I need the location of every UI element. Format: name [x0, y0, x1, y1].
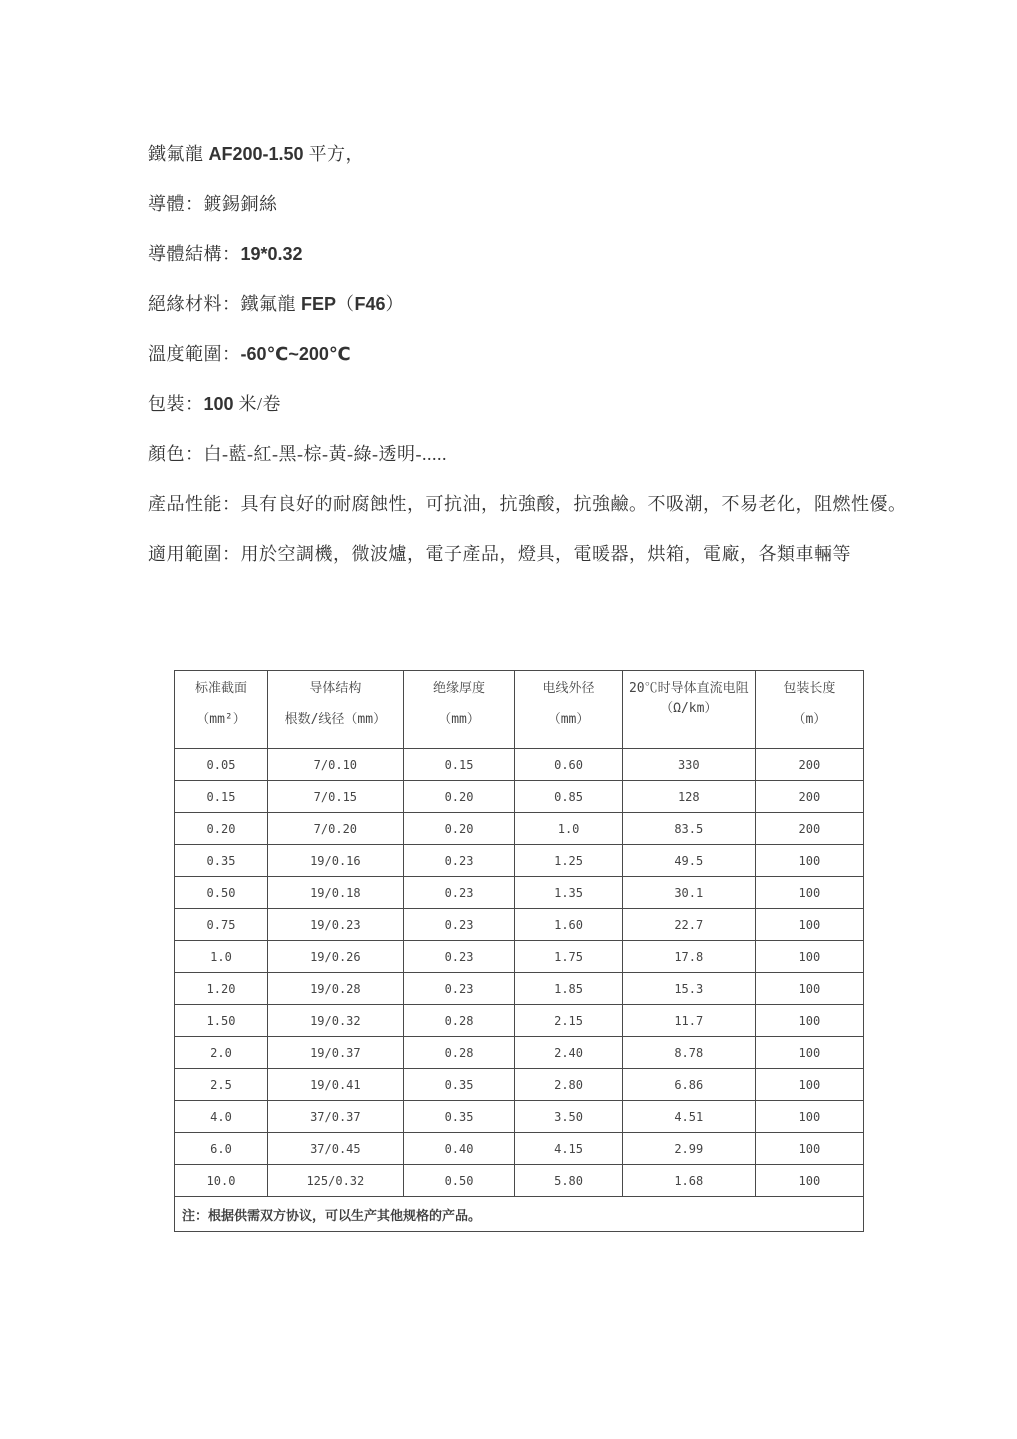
table-row	[175, 909, 864, 941]
table-cell: 1.0	[175, 941, 268, 973]
table-cell: 15.3	[622, 973, 755, 1005]
table-cell: 100	[755, 973, 863, 1005]
table-cell: 0.85	[515, 781, 622, 813]
table-row	[175, 1069, 864, 1101]
spec-table	[174, 670, 864, 1232]
column-header-title: 20℃时导体直流电阻	[628, 681, 749, 696]
table-cell: 128	[622, 781, 755, 813]
table-row	[175, 781, 864, 813]
table-cell: 0.15	[403, 749, 515, 781]
table-row	[175, 1165, 864, 1197]
insulation-material-value: FEP	[301, 294, 337, 314]
column-header-title: 绝缘厚度	[433, 681, 486, 696]
table-cell: 1.68	[622, 1165, 755, 1197]
product-title	[148, 143, 993, 165]
column-header-1	[268, 671, 404, 749]
colors-text: 顏色：白-藍-紅-黑-棕-黃-綠-透明-.....	[148, 444, 447, 464]
table-cell: 1.75	[515, 941, 622, 973]
table-cell: 37/0.37	[268, 1101, 404, 1133]
table-cell: 100	[755, 941, 863, 973]
column-header-4	[622, 671, 755, 749]
table-row	[175, 845, 864, 877]
insulation-material-value: F46	[354, 294, 386, 314]
header-row	[175, 671, 864, 749]
table-cell: 4.51	[622, 1101, 755, 1133]
conductor-text: 導體：鍍錫銅絲	[148, 194, 278, 214]
table-cell: 1.35	[515, 877, 622, 909]
table-cell: 0.35	[403, 1069, 515, 1101]
table-cell: 200	[755, 781, 863, 813]
table-cell: 0.23	[403, 845, 515, 877]
table-cell: 100	[755, 845, 863, 877]
table-cell: 0.75	[175, 909, 268, 941]
table-cell: 7/0.20	[268, 813, 404, 845]
table-cell: 2.99	[622, 1133, 755, 1165]
insulation-material-text: ）	[385, 294, 405, 314]
table-row	[175, 1005, 864, 1037]
table-cell: 49.5	[622, 845, 755, 877]
note-row	[175, 1197, 864, 1232]
table-cell: 0.23	[403, 973, 515, 1005]
temperature-range-text: 溫度範圍：	[148, 344, 241, 364]
table-cell: 19/0.26	[268, 941, 404, 973]
table-cell: 100	[755, 909, 863, 941]
column-header-title: 电线外径	[542, 681, 595, 696]
table-cell: 19/0.18	[268, 877, 404, 909]
table-cell: 2.5	[175, 1069, 268, 1101]
table-row	[175, 941, 864, 973]
table-cell: 0.20	[403, 813, 515, 845]
table-cell: 6.0	[175, 1133, 268, 1165]
table-cell: 200	[755, 749, 863, 781]
column-header-2	[403, 671, 515, 749]
table-cell: 0.28	[403, 1005, 515, 1037]
conductor-structure	[148, 243, 993, 265]
table-cell: 1.60	[515, 909, 622, 941]
table-cell: 100	[755, 1133, 863, 1165]
table-cell: 200	[755, 813, 863, 845]
table-cell: 100	[755, 1005, 863, 1037]
table-cell: 0.23	[403, 877, 515, 909]
table-cell: 6.86	[622, 1069, 755, 1101]
table-row	[175, 1101, 864, 1133]
table-cell: 0.05	[175, 749, 268, 781]
table-cell: 19/0.41	[268, 1069, 404, 1101]
spec-table-header	[175, 671, 864, 749]
packaging-text: 包裝：	[148, 394, 204, 414]
insulation-material-text: （	[336, 294, 355, 314]
column-header-unit: 根数/线径（mm）	[284, 712, 387, 727]
table-cell: 19/0.28	[268, 973, 404, 1005]
table-cell: 100	[755, 1165, 863, 1197]
table-cell: 3.50	[515, 1101, 622, 1133]
column-header-unit: （mm）	[547, 712, 590, 727]
table-cell: 100	[755, 1101, 863, 1133]
insulation-material-text: 絕緣材料：鐵氟龍	[148, 294, 301, 314]
table-cell: 125/0.32	[268, 1165, 404, 1197]
table-cell: 7/0.10	[268, 749, 404, 781]
table-cell: 100	[755, 1037, 863, 1069]
table-cell: 0.60	[515, 749, 622, 781]
table-cell: 0.28	[403, 1037, 515, 1069]
product-title-text: 平方，	[303, 144, 365, 164]
table-cell: 0.20	[175, 813, 268, 845]
table-cell: 0.23	[403, 909, 515, 941]
product-description	[148, 143, 993, 593]
conductor	[148, 193, 993, 215]
column-header-unit: （Ω/km）	[660, 701, 718, 716]
table-row	[175, 749, 864, 781]
table-cell: 2.80	[515, 1069, 622, 1101]
table-cell: 0.23	[403, 941, 515, 973]
table-cell: 100	[755, 1069, 863, 1101]
temperature-range	[148, 343, 993, 365]
table-cell: 1.25	[515, 845, 622, 877]
product-title-value: AF200-1.50	[208, 144, 304, 164]
spec-table-footer	[175, 1197, 864, 1232]
table-row	[175, 973, 864, 1005]
table-cell: 7/0.15	[268, 781, 404, 813]
table-cell: 4.0	[175, 1101, 268, 1133]
application-scope	[148, 543, 993, 565]
table-cell: 2.40	[515, 1037, 622, 1069]
conductor-structure-text: 導體結構：	[148, 244, 241, 264]
table-cell: 0.50	[175, 877, 268, 909]
column-header-title: 标准截面	[194, 681, 247, 696]
product-title-text: 鐵氟龍	[148, 144, 209, 164]
table-cell: 19/0.23	[268, 909, 404, 941]
temperature-range-value: -60℃~200℃	[240, 344, 351, 364]
table-cell: 5.80	[515, 1165, 622, 1197]
column-header-5	[755, 671, 863, 749]
application-scope-text: 適用範圍：用於空調機，微波爐，電子產品，燈具，電暖器，烘箱，電廠，各類車輛等	[148, 544, 851, 564]
table-row	[175, 1133, 864, 1165]
packaging-value: 100	[203, 394, 234, 414]
product-performance-text: 產品性能：具有良好的耐腐蝕性，可抗油，抗強酸，抗強鹼。不吸潮，不易老化，阻燃性優。	[148, 494, 907, 514]
table-cell: 10.0	[175, 1165, 268, 1197]
table-row	[175, 1037, 864, 1069]
table-cell: 22.7	[622, 909, 755, 941]
conductor-structure-value: 19*0.32	[240, 244, 303, 264]
table-cell: 330	[622, 749, 755, 781]
table-row	[175, 813, 864, 845]
table-cell: 1.0	[515, 813, 622, 845]
table-cell: 19/0.37	[268, 1037, 404, 1069]
table-cell: 0.35	[403, 1101, 515, 1133]
table-cell: 100	[755, 877, 863, 909]
table-cell: 37/0.45	[268, 1133, 404, 1165]
table-row	[175, 877, 864, 909]
table-cell: 0.35	[175, 845, 268, 877]
table-cell: 1.85	[515, 973, 622, 1005]
column-header-unit: （mm）	[438, 712, 480, 727]
table-cell: 19/0.32	[268, 1005, 404, 1037]
table-cell: 2.0	[175, 1037, 268, 1069]
table-cell: 0.20	[403, 781, 515, 813]
product-performance	[148, 493, 993, 515]
column-header-title: 包装长度	[783, 681, 836, 696]
packaging-text: 米/卷	[233, 394, 282, 414]
spec-table-body	[175, 749, 864, 1197]
column-header-3	[515, 671, 622, 749]
column-header-unit: （m）	[792, 712, 827, 727]
table-cell: 83.5	[622, 813, 755, 845]
insulation-material	[148, 293, 993, 315]
table-cell: 11.7	[622, 1005, 755, 1037]
table-cell: 8.78	[622, 1037, 755, 1069]
table-cell: 30.1	[622, 877, 755, 909]
column-header-title: 导体结构	[309, 681, 362, 696]
table-cell: 2.15	[515, 1005, 622, 1037]
packaging	[148, 393, 993, 415]
table-cell: 0.40	[403, 1133, 515, 1165]
table-cell: 0.50	[403, 1165, 515, 1197]
table-cell: 1.50	[175, 1005, 268, 1037]
table-cell: 4.15	[515, 1133, 622, 1165]
table-note: 注：根据供需双方协议，可以生产其他规格的产品。	[175, 1197, 864, 1232]
column-header-0	[175, 671, 268, 749]
table-cell: 19/0.16	[268, 845, 404, 877]
table-cell: 17.8	[622, 941, 755, 973]
table-cell: 1.20	[175, 973, 268, 1005]
table-cell: 0.15	[175, 781, 268, 813]
colors	[148, 443, 993, 465]
column-header-unit: （mm²）	[196, 712, 246, 727]
